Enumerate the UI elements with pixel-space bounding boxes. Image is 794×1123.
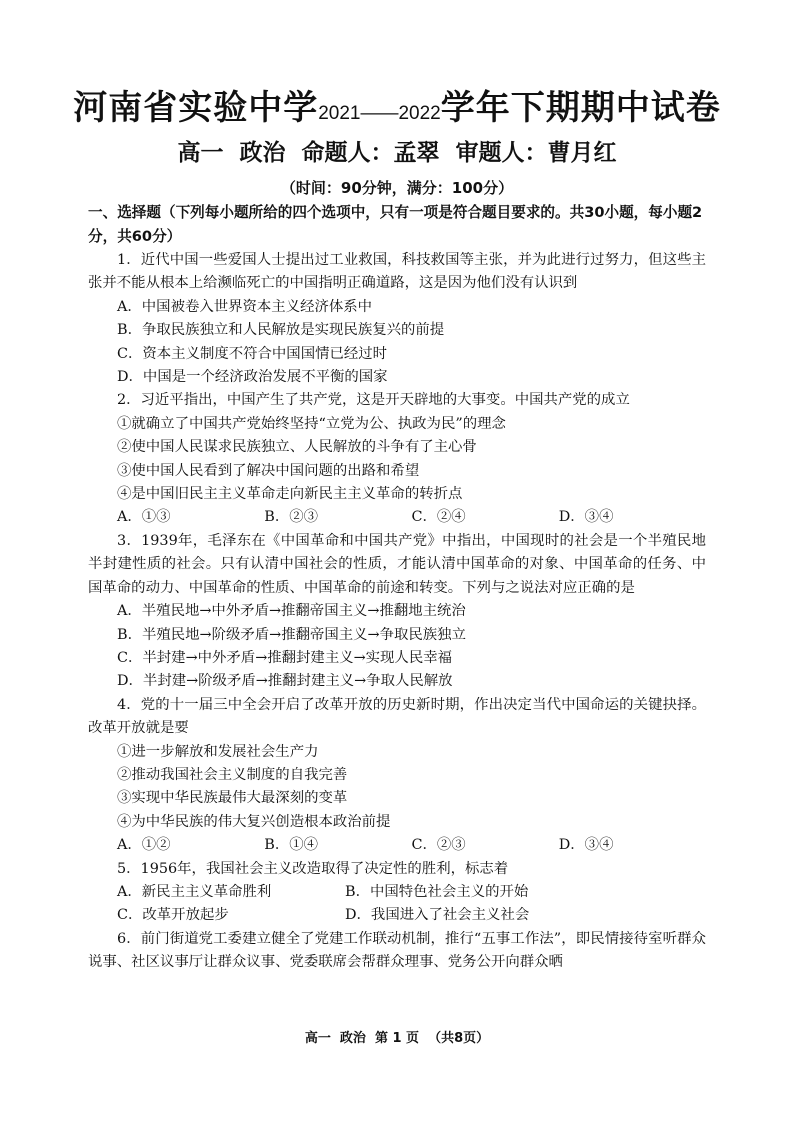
title-years: 2021——2022 <box>318 103 441 124</box>
question-2-stem: 2．习近平指出，中国产生了共产党，这是开天辟地的大事变。中国共产党的成立 <box>117 392 630 409</box>
question-4-item-4: ④为中华民族的伟大复兴创造根本政治前提 <box>117 813 391 830</box>
question-1-option-b: B．争取民族独立和人民解放是实现民族复兴的前提 <box>117 322 445 339</box>
question-4-stem: 4．党的十一届三中全会开启了改革开放的历史新时期，作出决定当代中国命运的关键抉择。改革开放就是要 <box>88 696 706 737</box>
exam-subtitle: 高一 政治 命题人：孟翠 审题人：曹月红 <box>177 140 617 166</box>
question-1-option-d: D．中国是一个经济政治发展不平衡的国家 <box>117 369 388 386</box>
question-1-option-c: C．资本主义制度不符合中国国情已经过时 <box>117 345 388 362</box>
question-5-option-b: B．中国特色社会主义的开始 <box>345 883 529 900</box>
question-4-item-3: ③实现中华民族最伟大最深刻的变革 <box>117 790 348 807</box>
question-2-option-b: B．②③ <box>264 509 318 526</box>
question-5-options-row-2 <box>88 904 706 927</box>
question-3-option-d: D．半封建→阶级矛盾→推翻封建主义→争取人民解放 <box>117 673 453 690</box>
question-5-option-a: A．新民主主义革命胜利 <box>117 883 272 900</box>
question-2-item-2: ②使中国人民谋求民族独立、人民解放的斗争有了主心骨 <box>117 439 477 456</box>
title-school: 河南省实验中学 <box>73 88 319 128</box>
time-info: （时间：90分钟，满分：100分） <box>280 179 514 197</box>
question-3-option-b: B．半殖民地→阶级矛盾→推翻帝国主义→争取民族独立 <box>117 626 466 643</box>
question-3-option-c: C．半封建→中外矛盾→推翻封建主义→实现人民幸福 <box>117 649 452 666</box>
question-2-option-d: D．③④ <box>558 509 614 526</box>
question-5-option-c: C．改革开放起步 <box>117 907 229 924</box>
question-4-item-1: ①进一步解放和发展社会生产力 <box>117 743 319 760</box>
exam-body <box>88 201 706 975</box>
question-2-option-a: A．①③ <box>117 509 171 526</box>
question-3-stem: 3．1939年，毛泽东在《中国革命和中国共产党》中指出，中国现时的社会是一个半殖民地半封建性质的社会。只有认清中国社会的性质，才能认清中国革命的对象、中国革命的任务、中国革命的动力、中国革命的性质、中国革命的前途和转变。下列与之说法对应正确的是 <box>88 532 706 596</box>
exam-title <box>0 86 794 136</box>
question-2-item-4: ④是中国旧民主主义革命走向新民主主义革命的转折点 <box>117 486 463 503</box>
page-footer: 高一 政治 第 1 页 （共8页） <box>304 1031 490 1046</box>
question-4-options <box>88 834 706 857</box>
question-1-stem: 1．近代中国一些爱国人士提出过工业救国，科技救国等主张，并为此进行过努力，但这些主张并不能从根本上给濒临死亡的中国指明正确道路，这是因为他们没有认识到 <box>88 252 706 292</box>
question-4-option-c: C．②③ <box>411 837 466 854</box>
question-5-stem: 5．1956年，我国社会主义改造取得了决定性的胜利，标志着 <box>117 860 509 877</box>
question-2-item-3: ③使中国人民看到了解决中国问题的出路和希望 <box>117 462 420 479</box>
question-4-item-2: ②推动我国社会主义制度的自我完善 <box>117 766 348 783</box>
question-3-option-a: A．半殖民地→中外矛盾→推翻帝国主义→推翻地主统治 <box>117 603 466 620</box>
question-4-option-d: D．③④ <box>558 837 614 854</box>
question-1-option-a: A．中国被卷入世界资本主义经济体系中 <box>117 298 373 315</box>
question-2-option-c: C．②④ <box>411 509 466 526</box>
question-6-stem: 6．前门街道党工委建立健全了党建工作联动机制，推行“五事工作法”，即民情接待室听群众说事、社区议事厅让群众议事、党委联席会帮群众理事、党务公开向群众晒 <box>88 930 706 971</box>
question-5-option-d: D．我国进入了社会主义社会 <box>345 907 530 924</box>
question-2-options <box>88 506 706 529</box>
question-2-item-1: ①就确立了中国共产党始终坚持“立党为公、执政为民”的理念 <box>117 415 506 432</box>
question-4-option-a: A．①② <box>117 837 171 854</box>
section-heading: 一、选择题（下列每小题所给的四个选项中，只有一项是符合题目要求的。共30小题，每小题2分，共60分） <box>88 204 703 245</box>
question-5-options-row-1 <box>88 881 706 904</box>
title-term: 学年下期期中试卷 <box>440 88 721 128</box>
question-4-option-b: B．①④ <box>264 837 318 854</box>
